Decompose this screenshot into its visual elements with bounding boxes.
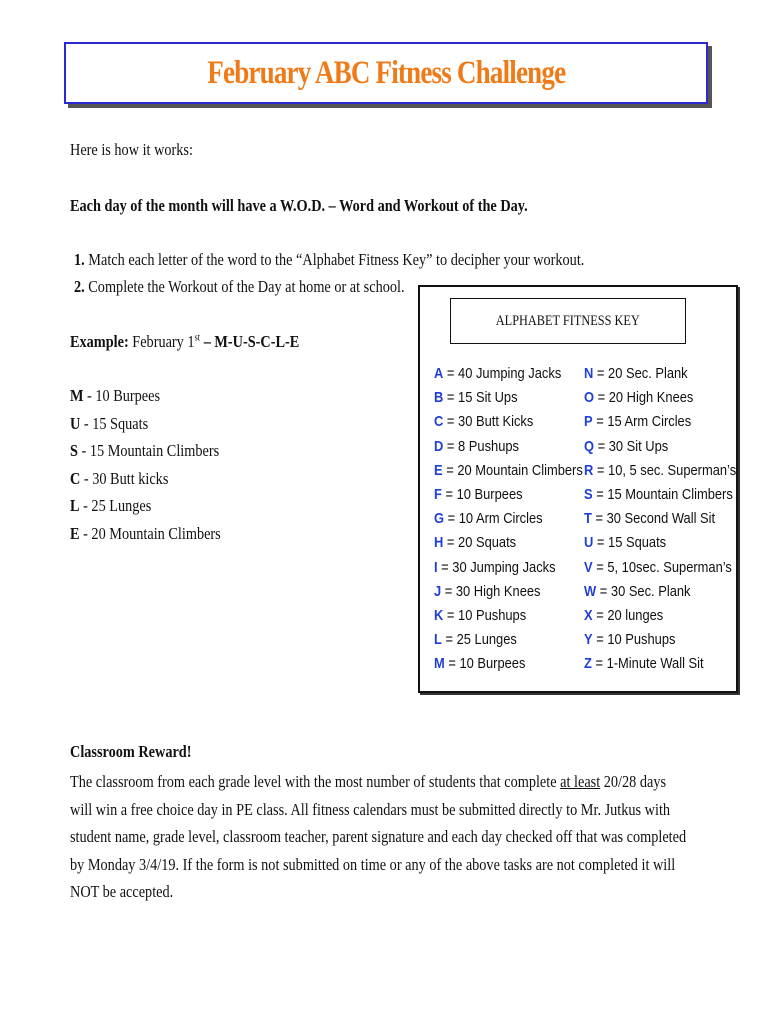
step-2 (74, 277, 405, 297)
list-item: U - 15 Squats (70, 413, 149, 433)
intro-text: Here is how it works: (70, 140, 193, 159)
step-number: 1. (74, 250, 85, 269)
alphabet-key-header (450, 298, 686, 344)
key-item: M = 10 Burpees (434, 655, 526, 673)
reward-description: The classroom from each grade level with the most number of students that complete at least 20/28 days will win a free choice day in PE class. All fitness calendars must be submitted directly to Mr. Jutkus with student name, grade level, classroom teacher, parent signature and each day checked off that was completed by Monday 3/4/19. If the form is not submitted on time or any of the above tasks are not completed it will NOT be accepted. (70, 772, 687, 901)
alphabet-key-title: ALPHABET FITNESS KEY (496, 312, 640, 329)
key-item: P = 15 Arm Circles (584, 413, 692, 431)
key-item: G = 10 Arm Circles (434, 510, 543, 528)
example-word: – M-U-S-C-L-E (200, 332, 300, 351)
step-text: Complete the Workout of the Day at home or at school. (88, 277, 405, 296)
key-item: Y = 10 Pushups (584, 631, 676, 649)
example-date-suffix: st (194, 332, 201, 344)
key-item: X = 20 lunges (584, 606, 664, 624)
example-date: February 1 (132, 332, 195, 351)
title-banner (64, 42, 708, 104)
key-item: B = 15 Sit Ups (434, 389, 518, 407)
key-item: F = 10 Burpees (434, 485, 523, 503)
step-text: Match each letter of the word to the “Alphabet Fitness Key” to decipher your workout. (88, 250, 585, 269)
page-title: February ABC Fitness Challenge (206, 54, 565, 91)
key-item: D = 8 Pushups (434, 437, 519, 455)
key-item: K = 10 Pushups (434, 606, 527, 624)
key-item: Z = 1-Minute Wall Sit (584, 655, 704, 673)
key-item: W = 30 Sec. Plank (584, 582, 691, 600)
key-item: V = 5, 10sec. Superman’s (584, 558, 732, 576)
key-item: L = 25 Lunges (434, 631, 517, 649)
key-item: U = 15 Squats (584, 534, 667, 552)
example-label: Example: (70, 332, 129, 351)
example-workout-list (70, 386, 249, 551)
list-item: L - 25 Lunges (70, 496, 152, 515)
key-item: R = 10, 5 sec. Superman’s (584, 461, 737, 479)
key-item: Q = 30 Sit Ups (584, 437, 669, 455)
step-1 (74, 250, 584, 270)
key-item: J = 30 High Knees (434, 582, 541, 600)
alphabet-key-left-column (434, 365, 607, 679)
key-item: A = 40 Jumping Jacks (434, 365, 562, 382)
list-item: S - 15 Mountain Climbers (70, 441, 220, 460)
key-item: H = 20 Squats (434, 534, 517, 552)
key-item: I = 30 Jumping Jacks (434, 558, 556, 576)
example-line (70, 332, 299, 352)
underlined-phrase: at least (560, 772, 601, 791)
key-item: O = 20 High Knees (584, 389, 694, 407)
wod-description: Each day of the month will have a W.O.D. – Word and Workout of the Day. (70, 196, 528, 215)
key-item: S = 15 Mountain Climbers (584, 485, 733, 503)
list-item: E - 20 Mountain Climbers (70, 523, 221, 543)
alphabet-key-right-column (584, 365, 761, 679)
reward-heading: Classroom Reward! (70, 742, 192, 761)
key-item: E = 20 Mountain Climbers (434, 461, 583, 479)
key-item: C = 30 Butt Kicks (434, 413, 534, 431)
step-number: 2. (74, 277, 85, 296)
list-item: M - 10 Burpees (70, 386, 161, 405)
key-item: T = 30 Second Wall Sit (584, 510, 716, 528)
key-item: N = 20 Sec. Plank (584, 365, 688, 382)
list-item: C - 30 Butt kicks (70, 468, 169, 488)
